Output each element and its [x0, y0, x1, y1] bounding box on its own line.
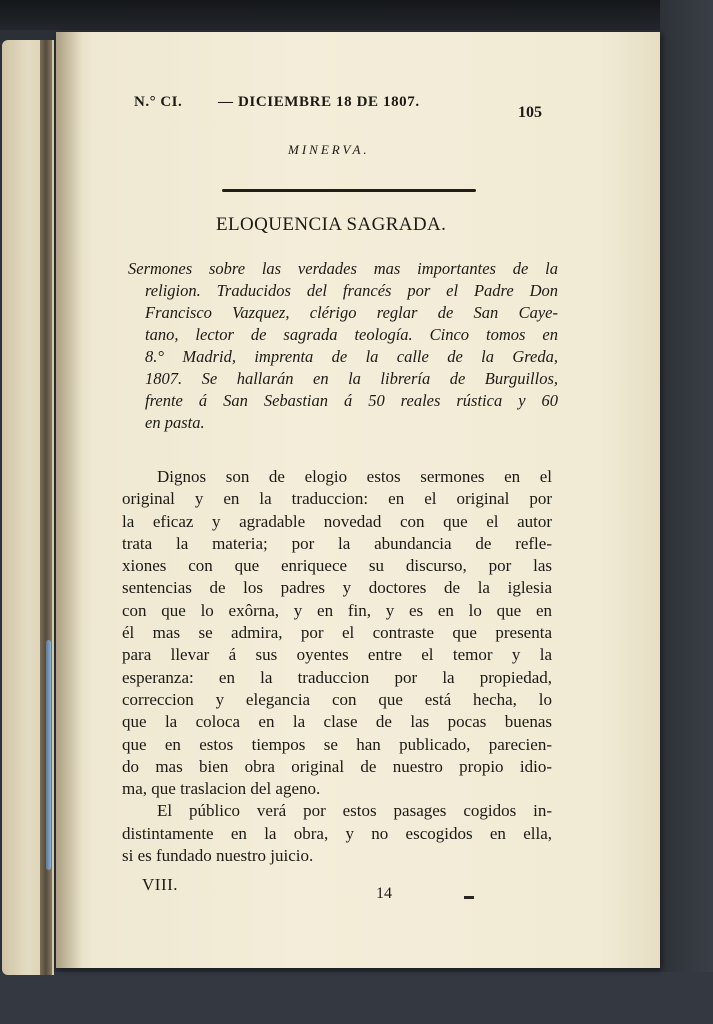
bib-line: 1807. Se hallarán en la librería de Burguillos,	[145, 369, 558, 388]
printer-mark	[464, 896, 474, 899]
book-page	[56, 32, 660, 968]
running-head	[134, 94, 554, 118]
body-line: trata la materia; por la abundancia de refle-	[122, 533, 552, 553]
issue-number: N.° CI.	[134, 94, 183, 110]
body-line: que en estos tiempos se han publicado, parecien-	[122, 734, 552, 754]
scan-background-top	[0, 0, 713, 30]
bib-line: tano, lector de sagrada teología. Cinco tomos en	[145, 325, 558, 344]
body-line: Dignos son de elogio estos sermones en el	[157, 467, 552, 486]
body-line: distintamente en la obra, y no escogidos en ella,	[122, 823, 552, 843]
bib-line: Francisco Vazquez, clérigo reglar de San Caye-	[145, 303, 558, 322]
body-line: él mas se admira, por el contraste que presenta	[122, 623, 552, 643]
journal-name: MINERVA.	[288, 142, 370, 157]
bib-line: 8.° Madrid, imprenta de la calle de la Greda,	[145, 347, 558, 366]
bib-line: religion. Traducidos del francés por el Padre Don	[145, 281, 558, 300]
bib-line: en pasta.	[145, 413, 205, 432]
article-body	[122, 466, 552, 867]
title-rule	[222, 189, 476, 192]
page-gutter-shadow	[56, 32, 82, 968]
issue-date: — DICIEMBRE 18 DE 1807.	[218, 94, 420, 110]
body-line: correccion y elegancia con que está hecha, lo	[122, 689, 552, 709]
body-line: que la coloca en la clase de las pocas buenas	[122, 712, 552, 732]
body-line: sentencias de los padres y doctores de la iglesia	[122, 578, 552, 598]
body-line: xiones con que enriquece su discurso, por las	[122, 556, 552, 576]
body-line: ma, que traslacion del ageno.	[122, 779, 321, 799]
body-line: con que lo exôrna, y en fin, y es en lo que en	[122, 600, 552, 620]
body-line: esperanza: en la traduccion por la propiedad,	[122, 667, 552, 687]
body-line: original y en la traduccion: en el original por	[122, 489, 552, 509]
signature-mark: VIII.	[142, 875, 179, 894]
catchword: 14	[376, 885, 392, 902]
bib-line: frente á San Sebastian á 50 reales rústica y 60	[145, 391, 558, 410]
bookmark-ribbon	[46, 640, 51, 870]
bibliographic-entry	[128, 258, 558, 434]
body-line: si es fundado nuestro juicio.	[122, 846, 314, 866]
scan-background-bottom	[0, 972, 713, 1024]
bib-line: Sermones sobre las verdades mas importantes de la	[128, 259, 558, 278]
body-line: para llevar á sus oyentes entre el temor y la	[122, 645, 552, 665]
section-title: ELOQUENCIA SAGRADA.	[216, 214, 447, 235]
page-number: 105	[518, 104, 542, 121]
body-line: do mas bien obra original de nuestro propio idio-	[122, 756, 552, 776]
scan-background-right	[660, 0, 713, 1024]
body-line: El público verá por estos pasages cogidos in-	[157, 801, 552, 821]
body-line: la eficaz y agradable novedad con que el autor	[122, 511, 552, 531]
